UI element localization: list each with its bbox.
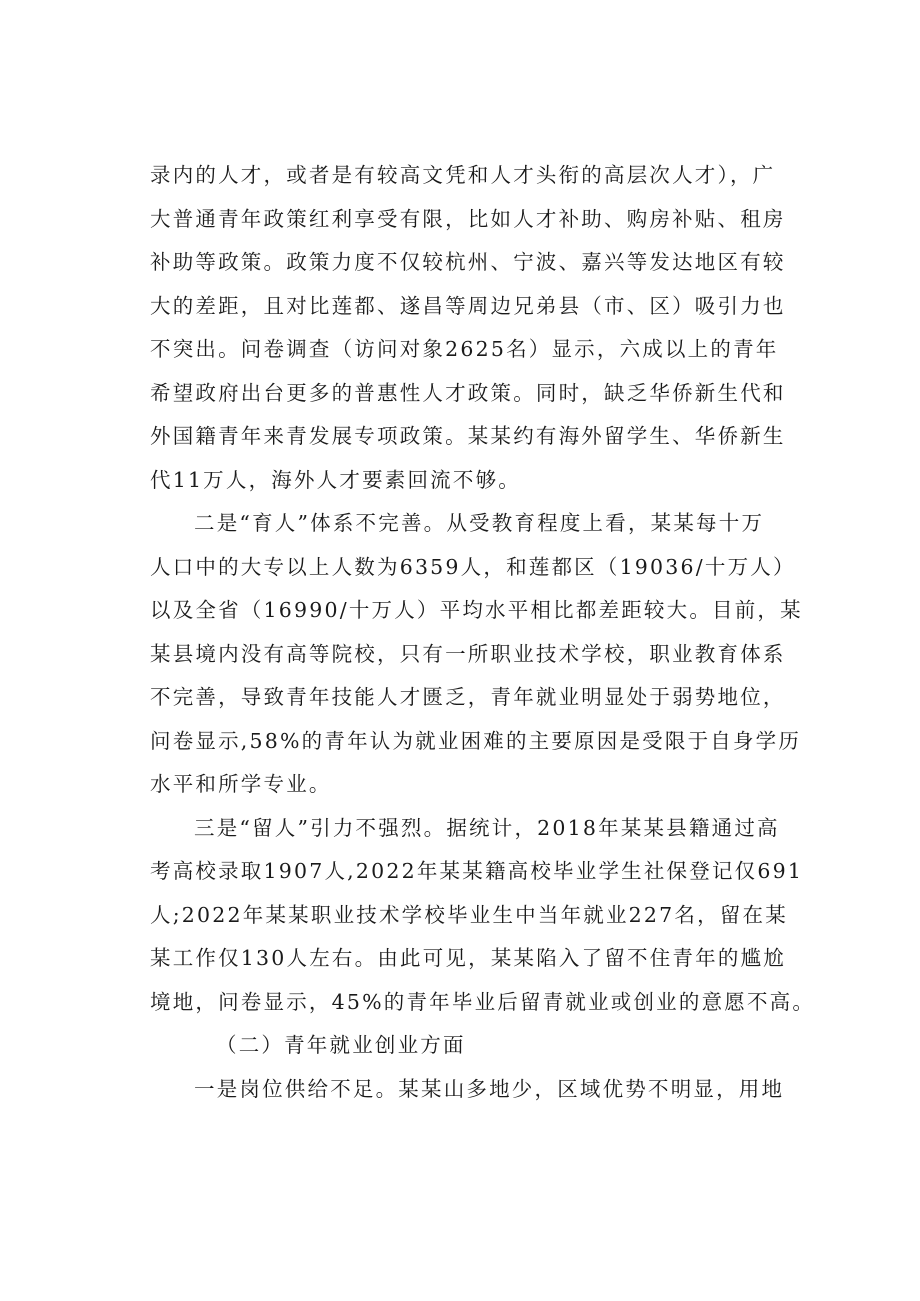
- text-line: 人;2022年某某职业技术学校毕业生中当年就业227名，留在某: [150, 902, 788, 927]
- paragraph-first-line: 三是“留人”引力不强烈。据统计，2018年某某县籍通过高: [194, 815, 780, 840]
- text-line: 录内的人才，或者是有较高文凭和人才头衔的高层次人才），广: [150, 163, 776, 187]
- text-line: 不完善，导致青年技能人才匮乏，青年就业明显处于弱势地位，: [150, 685, 786, 709]
- text-line: 外国籍青年来青发展专项政策。某某约有海外留学生、华侨新生: [150, 424, 786, 448]
- text-line: 考高校录取1907人,2022年某某籍高校毕业学生社保登记仅691: [150, 859, 804, 883]
- text-line: 希望政府出台更多的普惠性人才政策。同时，缺乏华侨新生代和: [150, 380, 786, 405]
- text-line: 大的差距，且对比莲都、遂昌等周边兄弟县（市、区）吸引力也: [150, 293, 786, 318]
- text-line: 代11万人，海外人才要素回流不够。: [150, 467, 521, 492]
- text-line: 问卷显示,58%的青年认为就业困难的主要原因是受限于自身学历: [150, 728, 802, 753]
- text-line: 大普通青年政策红利享受有限，比如人才补助、购房补贴、租房: [150, 206, 786, 231]
- document-body: [150, 154, 816, 1111]
- text-line: 补助等政策。政策力度不仅较杭州、宁波、嘉兴等发达地区有较: [150, 250, 786, 274]
- text-line: 以及全省（16990/十万人）平均水平相比都差距较大。目前，某: [150, 598, 803, 622]
- text-line: 水平和所学专业。: [150, 772, 332, 796]
- text-line: 某县境内没有高等院校，只有一所职业技术学校，职业教育体系: [150, 641, 786, 666]
- text-line: 人口中的大专以上人数为6359人，和莲都区（19036/十万人）: [150, 554, 796, 579]
- text-line: 境地，问卷显示，45%的青年毕业后留青就业或创业的意愿不高。: [150, 989, 816, 1014]
- paragraph-first-line: 二是“育人”体系不完善。从受教育程度上看，某某每十万: [194, 511, 765, 535]
- text-line: 不突出。问卷调查（访问对象2625名）显示，六成以上的青年: [150, 337, 779, 361]
- section-heading: （二）青年就业创业方面: [216, 1033, 466, 1057]
- paragraph-first-line: 一是岗位供给不足。某某山多地少，区域优势不明显，用地: [194, 1076, 785, 1101]
- text-line: 某工作仅130人左右。由此可见，某某陷入了留不住青年的尴尬: [150, 946, 786, 970]
